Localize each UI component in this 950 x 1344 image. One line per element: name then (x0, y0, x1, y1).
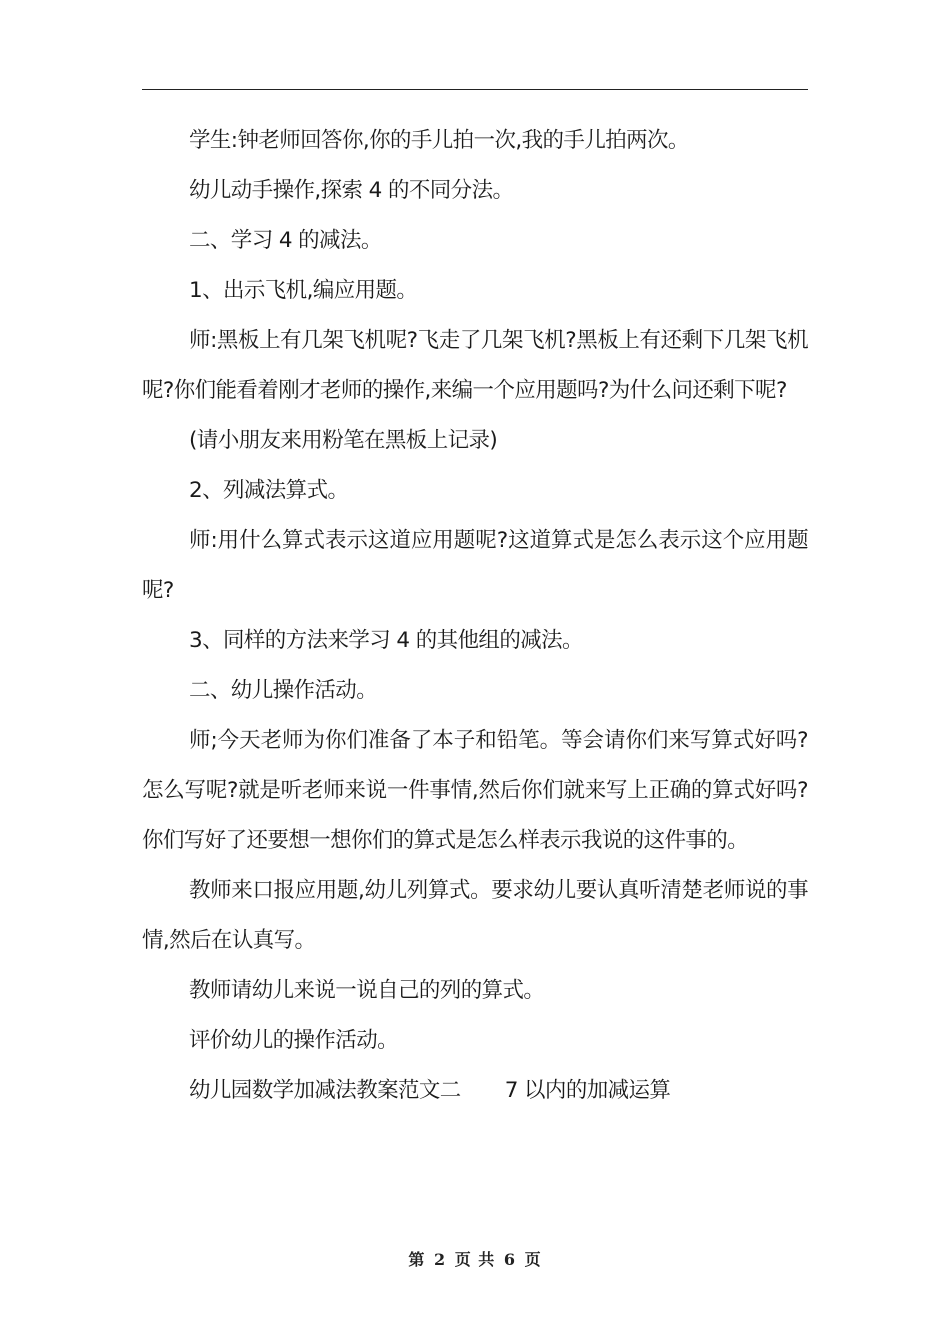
paragraph-evaluate: 评价幼儿的操作活动。 (189, 1028, 399, 1053)
footer-middle: 页 共 (454, 1250, 496, 1269)
step-2: 2、列减法算式。 (189, 478, 349, 503)
paragraph-record-note: (请小朋友来用粉笔在黑板上记录) (189, 428, 498, 453)
next-lesson-title-line (142, 1066, 808, 1116)
step-1: 1、出示飞机,编应用题。 (189, 278, 418, 303)
paragraph-explain: 教师请幼儿来说一说自己的列的算式。 (189, 978, 545, 1003)
footer-suffix: 页 (524, 1250, 542, 1269)
section-heading-activity: 二、幼儿操作活动。 (189, 678, 378, 703)
header-rule (142, 89, 808, 90)
next-lesson-subtitle: 7 以内的加减运算 (504, 1078, 671, 1103)
page-footer (0, 1247, 950, 1270)
paragraph-teacher-instructions: 师;今天老师为你们准备了本子和铅笔。等会请你们来写算式好吗?怎么写呢?就是听老师来说一件事情,然后你们就来写上正确的算式好吗?你们写好了还要想一想你们的算式是怎么样表示我说的这件事的。 (142, 728, 808, 853)
paragraph-student-response: 学生:钟老师回答你,你的手儿拍一次,我的手儿拍两次。 (189, 128, 689, 153)
footer-prefix: 第 (408, 1250, 426, 1269)
paragraph-explore: 幼儿动手操作,探索 4 的不同分法。 (189, 178, 514, 203)
paragraph-teacher-question: 师:黑板上有几架飞机呢?飞走了几架飞机?黑板上有还剩下几架飞机呢?你们能看着刚才老师的操作,来编一个应用题吗?为什么问还剩下呢? (142, 328, 808, 403)
section-heading-subtraction: 二、学习 4 的减法。 (189, 228, 382, 253)
footer-page-number: 2 (433, 1250, 447, 1269)
paragraph-teacher-formula: 师:用什么算式表示这道应用题呢?这道算式是怎么表示这个应用题呢? (142, 528, 808, 603)
paragraph-dictation: 教师来口报应用题,幼儿列算式。要求幼儿要认真听清楚老师说的事情,然后在认真写。 (142, 878, 808, 953)
step-3: 3、同样的方法来学习 4 的其他组的减法。 (189, 628, 583, 653)
footer-total-pages: 6 (503, 1250, 516, 1269)
document-body (142, 116, 808, 1116)
next-lesson-title: 幼儿园数学加减法教案范文二 (189, 1078, 461, 1103)
